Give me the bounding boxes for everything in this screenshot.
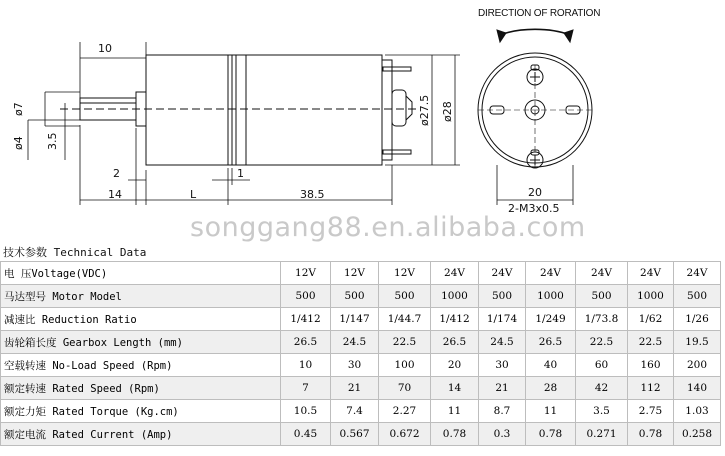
table-row	[1, 377, 721, 400]
table-cell: 24.5	[479, 331, 526, 354]
table-row	[1, 331, 721, 354]
table-cell: 24V	[479, 262, 526, 285]
table-cell: 28	[526, 377, 576, 400]
table-cell: 7.4	[331, 400, 379, 423]
spec-table	[0, 261, 721, 446]
table-cell: 1/249	[526, 308, 576, 331]
table-cell: 11	[431, 400, 479, 423]
dim-20: 20	[528, 186, 542, 199]
table-cell: 22.5	[628, 331, 674, 354]
dim-diameter-4: ø4	[12, 136, 25, 150]
table-cell: 1000	[628, 285, 674, 308]
table-cell: 10.5	[281, 400, 331, 423]
motor-body	[232, 55, 382, 165]
row-label: 额定力矩 Rated Torque (Kg.cm)	[1, 400, 281, 423]
table-cell: 26.5	[281, 331, 331, 354]
table-cell: 21	[331, 377, 379, 400]
table-cell: 500	[331, 285, 379, 308]
table-cell: 30	[331, 354, 379, 377]
table-cell: 500	[281, 285, 331, 308]
table-cell: 1/174	[479, 308, 526, 331]
table-cell: 140	[674, 377, 721, 400]
table-row	[1, 285, 721, 308]
table-cell: 1/62	[628, 308, 674, 331]
table-cell: 2.75	[628, 400, 674, 423]
table-cell: 100	[379, 354, 431, 377]
table-cell: 500	[479, 285, 526, 308]
table-cell: 12V	[331, 262, 379, 285]
table-row	[1, 400, 721, 423]
dim-L: L	[190, 188, 197, 201]
dim-10: 10	[98, 42, 112, 55]
dim-2: 2	[113, 167, 120, 180]
table-cell: 30	[479, 354, 526, 377]
row-label: 减速比 Reduction Ratio	[1, 308, 281, 331]
table-cell: 1000	[526, 285, 576, 308]
table-cell: 11	[526, 400, 576, 423]
table-cell: 0.672	[379, 423, 431, 446]
section-title: 技术参数 Technical Data	[3, 246, 147, 259]
table-cell: 3.5	[576, 400, 628, 423]
table-cell: 26.5	[431, 331, 479, 354]
table-cell: 1/26	[674, 308, 721, 331]
table-cell: 160	[628, 354, 674, 377]
table-cell: 500	[674, 285, 721, 308]
row-label: 空载转速 No-Load Speed (Rpm)	[1, 354, 281, 377]
table-cell: 14	[431, 377, 479, 400]
table-cell: 1/147	[331, 308, 379, 331]
table-cell: 7	[281, 377, 331, 400]
table-cell: 2.27	[379, 400, 431, 423]
table-cell: 12V	[379, 262, 431, 285]
table-cell: 40	[526, 354, 576, 377]
direction-of-rotation-label: DIRECTION OF RORATION	[478, 8, 601, 19]
table-cell: 1/44.7	[379, 308, 431, 331]
table-cell: 0.78	[431, 423, 479, 446]
table-cell: 22.5	[379, 331, 431, 354]
table-cell: 24.5	[331, 331, 379, 354]
table-cell: 24V	[576, 262, 628, 285]
table-cell: 10	[281, 354, 331, 377]
dim-38-5: 38.5	[300, 188, 325, 201]
table-cell: 0.3	[479, 423, 526, 446]
table-row	[1, 262, 721, 285]
dim-1: 1	[237, 167, 244, 180]
table-cell: 24V	[674, 262, 721, 285]
row-label: 电 压Voltage(VDC)	[1, 262, 281, 285]
table-cell: 26.5	[526, 331, 576, 354]
table-cell: 24V	[526, 262, 576, 285]
table-cell: 1000	[431, 285, 479, 308]
table-cell: 19.5	[674, 331, 721, 354]
table-cell: 1/412	[431, 308, 479, 331]
dim-2-m3: 2-M3x0.5	[508, 202, 560, 215]
table-cell: 24V	[431, 262, 479, 285]
dim-3-5: 3.5	[46, 132, 59, 150]
dim-diameter-27-5: ø27.5	[418, 94, 431, 126]
table-cell: 0.78	[628, 423, 674, 446]
table-cell: 200	[674, 354, 721, 377]
table-cell: 0.271	[576, 423, 628, 446]
table-cell: 0.567	[331, 423, 379, 446]
table-cell: 500	[576, 285, 628, 308]
table-cell: 22.5	[576, 331, 628, 354]
table-cell: 8.7	[479, 400, 526, 423]
row-label: 额定电流 Rated Current (Amp)	[1, 423, 281, 446]
table-cell: 21	[479, 377, 526, 400]
row-label: 额定转速 Rated Speed (Rpm)	[1, 377, 281, 400]
watermark: songgang88.en.alibaba.com	[190, 212, 586, 243]
table-cell: 0.258	[674, 423, 721, 446]
table-cell: 1/412	[281, 308, 331, 331]
row-label: 马达型号 Motor Model	[1, 285, 281, 308]
table-cell: 1.03	[674, 400, 721, 423]
dim-diameter-7: ø7	[12, 102, 25, 116]
gearbox-body	[146, 55, 228, 165]
table-cell: 500	[379, 285, 431, 308]
table-row	[1, 354, 721, 377]
table-cell: 24V	[628, 262, 674, 285]
dim-14: 14	[108, 188, 122, 201]
table-row	[1, 308, 721, 331]
table-cell: 12V	[281, 262, 331, 285]
table-cell: 112	[628, 377, 674, 400]
table-row	[1, 423, 721, 446]
row-label: 齿轮箱长度 Gearbox Length (mm)	[1, 331, 281, 354]
table-cell: 42	[576, 377, 628, 400]
table-cell: 70	[379, 377, 431, 400]
table-cell: 60	[576, 354, 628, 377]
table-cell: 0.78	[526, 423, 576, 446]
table-cell: 0.45	[281, 423, 331, 446]
table-cell: 1/73.8	[576, 308, 628, 331]
dim-diameter-28: ø28	[441, 101, 454, 122]
table-cell: 20	[431, 354, 479, 377]
